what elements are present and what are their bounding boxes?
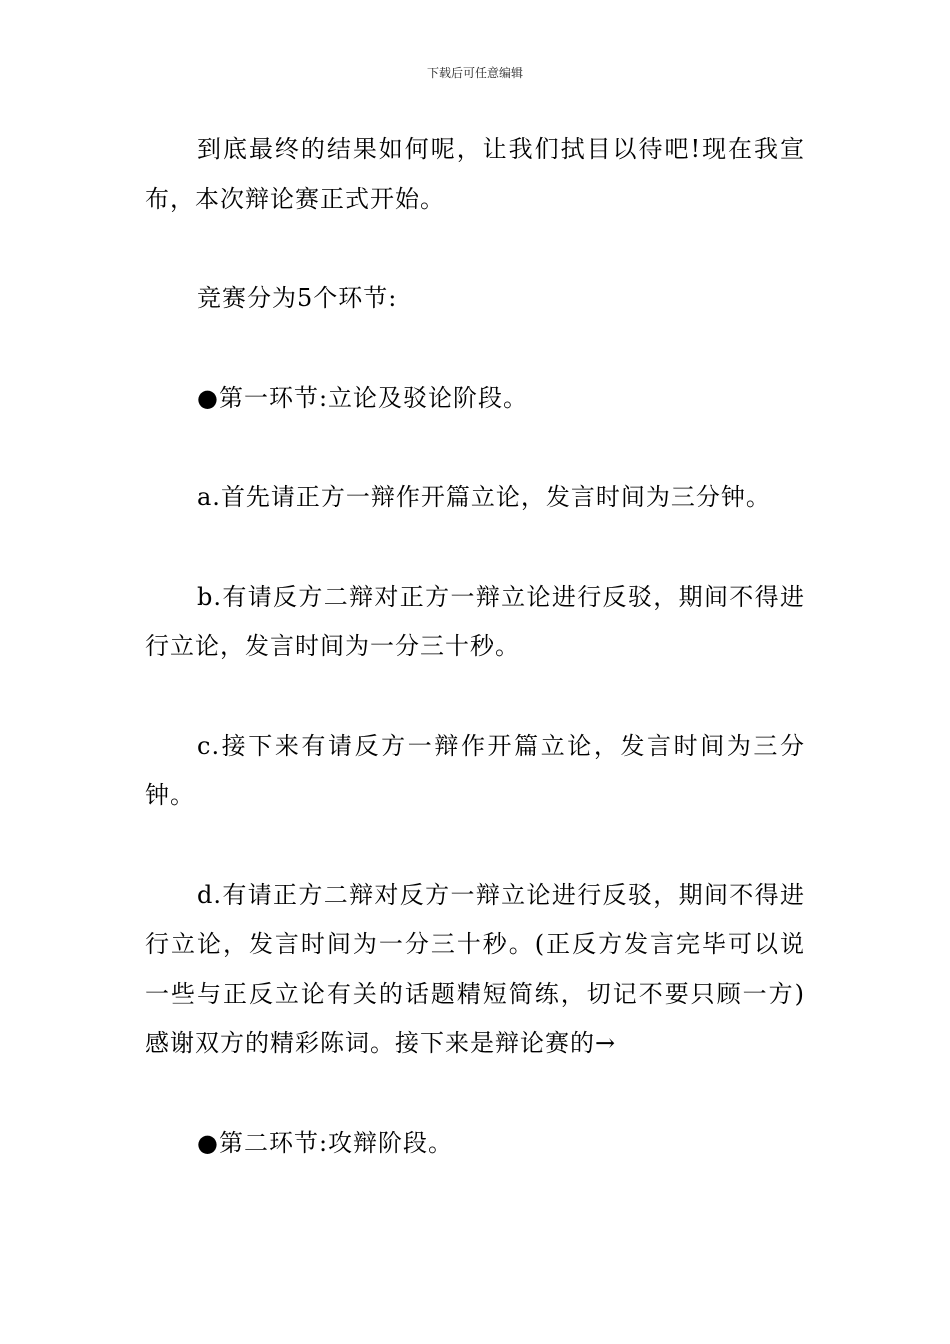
paragraph-intro: 到底最终的结果如何呢，让我们拭目以待吧!现在我宣布，本次辩论赛正式开始。 — [145, 135, 805, 213]
paragraph-stage-one-heading: ●第一环节:立论及驳论阶段。 — [197, 383, 529, 412]
paragraph-item-b: b.有请反方二辩对正方一辩立论进行反驳，期间不得进行立论，发言时间为一分三十秒。 — [145, 582, 805, 660]
paragraph-stage-two-heading: ●第二环节:攻辩阶段。 — [197, 1128, 454, 1157]
page-header: 下载后可任意编辑 — [426, 66, 523, 80]
paragraph-item-a: a.首先请正方一辩作开篇立论，发言时间为三分钟。 — [197, 483, 771, 511]
paragraph-stages-count: 竞赛分为5个环节: — [197, 284, 398, 312]
paragraph-item-d: d.有请正方二辩对反方一辩立论进行反驳，期间不得进行立论，发言时间为一分三十秒。(正反方发言完毕可以说一些与正反立论有关的话题精短简练，切记不要只顾一方)感谢双方的精彩陈词。接下来是辩论赛的→ — [145, 880, 805, 1057]
paragraph-item-c: c.接下来有请反方一辩作开篇立论，发言时间为三分钟。 — [145, 731, 805, 809]
document-body — [145, 125, 805, 1168]
